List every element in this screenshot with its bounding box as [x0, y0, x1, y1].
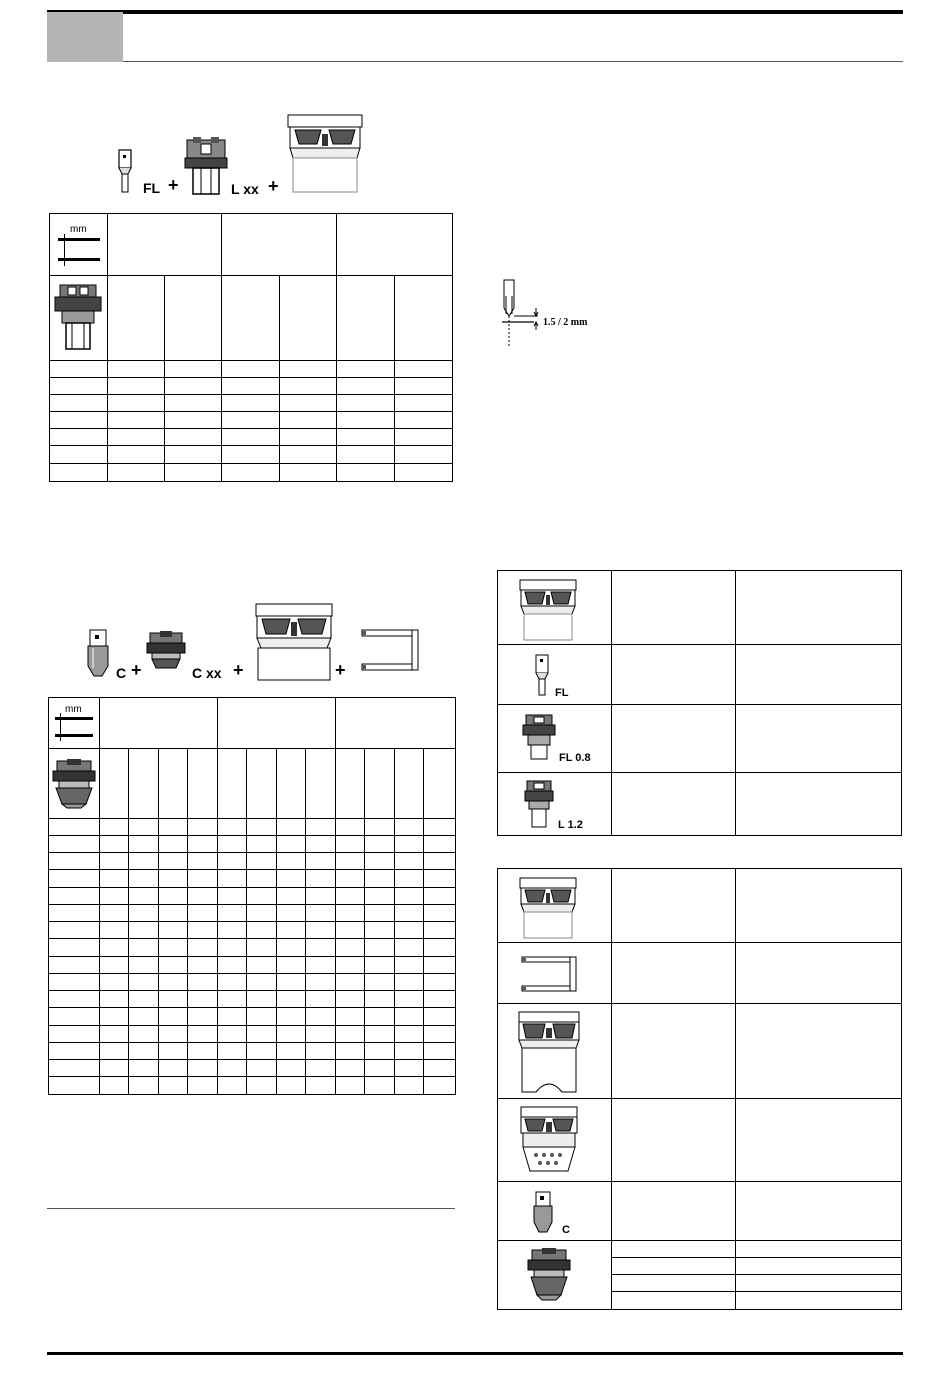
nozzle-l12-image: [498, 773, 611, 835]
part-label: C: [562, 1224, 570, 1236]
electrode-fl-image: [115, 148, 135, 194]
spacer-guide-image: [360, 628, 420, 672]
table-row: [50, 361, 453, 378]
table-row: [498, 1182, 902, 1241]
thickness-icon-label: mm: [65, 704, 82, 715]
table-row: [49, 991, 456, 1008]
gouging-shield-image: [498, 1004, 611, 1098]
table-row: [498, 1099, 902, 1182]
nozzle-icon-cell: [50, 276, 108, 361]
section-separator: [47, 1208, 455, 1209]
table-row: [49, 905, 456, 922]
table-row: [50, 464, 453, 482]
table-row: [498, 943, 902, 1004]
parts-table-2: [497, 868, 902, 1310]
shield-cup-image: [498, 872, 611, 940]
table-row: [50, 395, 453, 412]
thickness-icon: [49, 698, 100, 748]
table-row: [50, 446, 453, 464]
plus-sign: +: [335, 660, 346, 680]
nozzle-c-image: [498, 1241, 611, 1309]
nozzle-image: [49, 750, 99, 818]
part-image-cell: [498, 1099, 612, 1182]
electrode-fl-image: [498, 645, 611, 704]
table-row: [50, 276, 453, 361]
part-label: L 1.2: [558, 819, 583, 831]
part-image-cell: [498, 1182, 612, 1241]
table-row: [49, 957, 456, 974]
plus-sign: +: [168, 175, 179, 195]
table-row: [49, 870, 456, 888]
thickness-table-1: [49, 213, 453, 482]
assembly1-part-b-label: L xx: [231, 181, 259, 197]
table-row: [49, 1060, 456, 1077]
table-row: [498, 1241, 902, 1258]
table-row: [49, 922, 456, 939]
header-section-box: [47, 12, 123, 62]
part-image-cell: [498, 571, 612, 645]
table-row: [498, 869, 902, 943]
table-row: [49, 939, 456, 957]
thickness-table-2: [48, 697, 456, 1095]
table-row: [50, 412, 453, 429]
table-row: [49, 749, 456, 819]
table-row: [49, 974, 456, 991]
table-row: [50, 429, 453, 446]
footer-rule: [47, 1352, 903, 1355]
table-row: [50, 214, 453, 276]
table-row: [498, 571, 902, 645]
plus-sign: +: [268, 176, 279, 196]
nozzle-fl08-image: [498, 705, 611, 772]
shield-cup-image: [253, 602, 335, 682]
table-row: [498, 705, 902, 773]
part-label: FL 0.8: [559, 752, 591, 764]
nozzle-image: [50, 277, 107, 359]
electrode-c-image: [85, 628, 111, 680]
nozzle-c-image: [146, 630, 186, 672]
assembly2-part-a-label: C: [116, 665, 127, 681]
thickness-icon-cell: [49, 698, 100, 749]
nozzle-l-image: [183, 136, 229, 196]
table-row: [498, 1004, 902, 1099]
table-row: [49, 1008, 456, 1026]
standoff-label: 1.5 / 2 mm: [543, 317, 588, 328]
header-rule: [123, 61, 903, 62]
thickness-icon-label: mm: [70, 224, 87, 235]
table-row: [49, 1026, 456, 1043]
standoff-diagram: [494, 278, 544, 350]
table-row: [49, 1043, 456, 1060]
plus-sign: +: [131, 660, 142, 680]
plus-sign: +: [233, 660, 244, 680]
part-label: FL: [555, 687, 569, 699]
part-image-cell: [498, 943, 612, 1004]
part-image-cell: [498, 1241, 612, 1310]
perforated-shield-image: [498, 1099, 611, 1181]
table-row: [49, 1077, 456, 1095]
part-image-cell: [498, 869, 612, 943]
assembly1-part-a-label: FL: [143, 180, 161, 196]
part-image-cell: [498, 645, 612, 705]
table-row: [49, 853, 456, 870]
table-row: [49, 819, 456, 836]
header-top-rule: [47, 10, 903, 14]
thickness-icon-cell: [50, 214, 108, 276]
electrode-c-image: [498, 1182, 611, 1240]
table-row: [49, 698, 456, 749]
table-row: [498, 773, 902, 836]
part-image-cell: [498, 773, 612, 836]
nozzle-icon-cell: [49, 749, 100, 819]
parts-table-1: [497, 570, 902, 836]
table-row: [498, 645, 902, 705]
shield-cup-image: [498, 574, 611, 642]
table-row: [49, 888, 456, 905]
spacer-guide-image: [498, 943, 611, 1003]
shield-cup-image: [285, 112, 365, 194]
table-row: [50, 378, 453, 395]
assembly2-part-b-label: C xx: [192, 665, 222, 681]
part-image-cell: [498, 705, 612, 773]
part-image-cell: [498, 1004, 612, 1099]
thickness-icon: [50, 214, 108, 275]
table-row: [49, 836, 456, 853]
